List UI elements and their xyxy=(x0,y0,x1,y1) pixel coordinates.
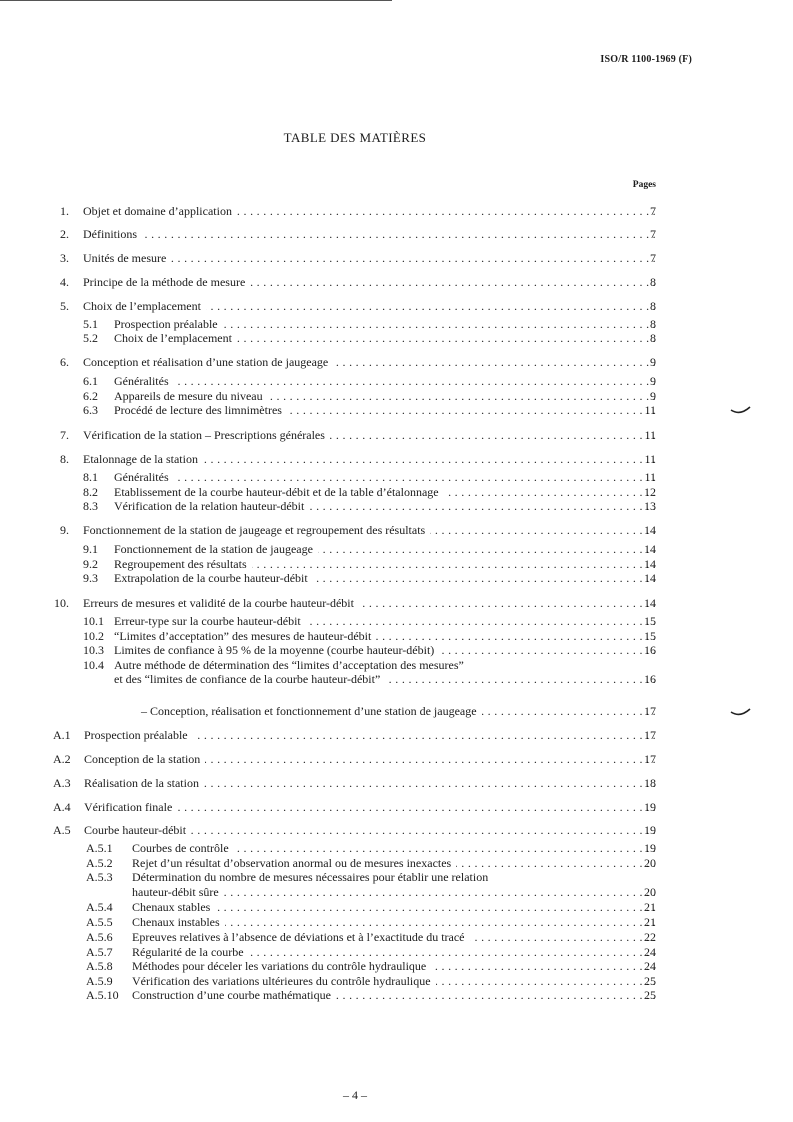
toc-entry xyxy=(0,499,793,513)
toc-entry-page: 17 xyxy=(644,728,656,742)
toc-entry-page: 9 xyxy=(650,355,656,369)
toc-entry-title: Procédé de lecture des limnimètres xyxy=(114,403,287,417)
toc-entry-title: Choix de l’emplacement xyxy=(114,331,237,345)
toc-entry xyxy=(0,389,793,403)
toc-entry xyxy=(0,823,793,837)
toc-entry-number: A.1 xyxy=(53,728,71,742)
toc-entry xyxy=(0,355,793,369)
toc-entry xyxy=(0,643,793,657)
toc-entry-page: 13 xyxy=(644,499,656,513)
toc-entry-page: 20 xyxy=(644,885,656,899)
toc-entry xyxy=(0,299,793,313)
toc-entry-title: Vérification de la relation hauteur-débit xyxy=(114,499,309,513)
toc-entry xyxy=(0,428,793,442)
toc-entry-page: 11 xyxy=(644,452,656,466)
toc-entry-page: 14 xyxy=(644,523,656,537)
toc-entry-title: Chenaux stables xyxy=(132,900,215,914)
toc-entry xyxy=(0,251,793,265)
toc-entry-title: Etablissement de la courbe hauteur-débit et de la table d’étalonnage xyxy=(114,485,444,499)
toc-entry-number: A.5.3 xyxy=(86,870,113,884)
toc-entry-number: 8.2 xyxy=(83,485,98,499)
toc-entry-number: A.5.2 xyxy=(86,856,113,870)
toc-entry-number: 5.1 xyxy=(83,317,98,331)
toc-entry-title: Fonctionnement de la station de jaugeage et regroupement des résultats xyxy=(83,523,430,537)
toc-entry xyxy=(0,275,793,289)
toc-entry-number: 9.3 xyxy=(83,571,98,585)
toc-entry-page: 9 xyxy=(650,374,656,388)
toc-entry xyxy=(0,800,793,814)
toc-entry-title: Vérification de la station – Prescriptions générales xyxy=(83,428,330,442)
toc-entry-number: A.3 xyxy=(53,776,71,790)
toc-entry-page: 12 xyxy=(644,485,656,499)
toc-entry-title: Vérification finale xyxy=(84,800,177,814)
toc-entry-title: hauteur-débit sûre xyxy=(132,885,224,899)
toc-entry-title: Méthodes pour déceler les variations du contrôle hydraulique xyxy=(132,959,431,973)
toc-entry-page: 14 xyxy=(644,596,656,610)
toc-entry-number: 10. xyxy=(54,596,69,610)
toc-entry xyxy=(0,596,793,610)
toc-entry xyxy=(0,900,793,914)
toc-entry-number: 9.2 xyxy=(83,557,98,571)
toc-entry-page: 15 xyxy=(644,614,656,628)
toc-entry-number: A.5.1 xyxy=(86,841,113,855)
toc-entry-number: 8. xyxy=(60,452,69,466)
toc-entry-page: 24 xyxy=(644,945,656,959)
toc-entry-number: 9.1 xyxy=(83,542,98,556)
toc-entry xyxy=(0,557,793,571)
toc-entry xyxy=(0,227,793,241)
toc-entry-title: Prospection préalable xyxy=(84,728,193,742)
toc-entry-number: 4. xyxy=(60,275,69,289)
toc-entry-title: Extrapolation de la courbe hauteur-débit xyxy=(114,571,313,585)
toc-entry-title: Principe de la méthode de mesure xyxy=(83,275,250,289)
toc-entry-number: 6.3 xyxy=(83,403,98,417)
toc-entry-number: A.5.7 xyxy=(86,945,113,959)
toc-entry xyxy=(0,542,793,556)
toc-entry-page: 25 xyxy=(644,974,656,988)
toc-entry-page: 19 xyxy=(644,800,656,814)
toc-entry-number: A.5.5 xyxy=(86,915,113,929)
toc-entry-number: 8.1 xyxy=(83,470,98,484)
toc-entry-title: Fonctionnement de la station de jaugeage xyxy=(114,542,318,556)
toc-entry xyxy=(0,776,793,790)
toc-entry xyxy=(0,988,793,1002)
toc-entry-number: 3. xyxy=(60,251,69,265)
toc-entry-page: 17 xyxy=(644,752,656,766)
toc-entry-number: 10.2 xyxy=(83,629,104,643)
toc-entry-page: 8 xyxy=(650,275,656,289)
toc-entry xyxy=(0,374,793,388)
toc-entry-number: 7. xyxy=(60,428,69,442)
toc-entry-page: 14 xyxy=(644,542,656,556)
toc-entry-page: 14 xyxy=(644,571,656,585)
toc-entry-page: 19 xyxy=(644,823,656,837)
toc-entry-page: 7 xyxy=(650,204,656,218)
toc-entry-title: Chenaux instables xyxy=(132,915,225,929)
toc-entry xyxy=(0,974,793,988)
toc-entry xyxy=(0,752,793,766)
toc-entry-page: 16 xyxy=(644,672,656,686)
toc-entry-page: 20 xyxy=(644,856,656,870)
toc-entry-title: Regroupement des résultats xyxy=(114,557,252,571)
toc-entry xyxy=(0,870,793,884)
pages-column-header: Pages xyxy=(632,180,656,190)
toc-entry-number: A.5.10 xyxy=(86,988,119,1002)
toc-entry xyxy=(0,629,793,643)
margin-tick-mark xyxy=(730,706,752,718)
toc-entry-title: Objet et domaine d’application xyxy=(83,204,237,218)
toc-entry-title: – Conception, réalisation et fonctionnement d’une station de jaugeage xyxy=(53,704,482,718)
toc-entry-page: 19 xyxy=(644,841,656,855)
toc-entry-title: Vérification des variations ultérieures du contrôle hydraulique xyxy=(132,974,436,988)
toc-entry xyxy=(0,331,793,345)
toc-entry-title: “Limites d’acceptation” des mesures de hauteur-débit xyxy=(114,629,376,643)
toc-entry xyxy=(0,930,793,944)
toc-entry xyxy=(0,658,793,672)
toc-entry-title: Rejet d’un résultat d’observation anormal ou de mesures inexactes xyxy=(132,856,456,870)
toc-entry xyxy=(0,204,793,218)
toc-entry-number: A.5.4 xyxy=(86,900,113,914)
toc-entry-page: 8 xyxy=(650,299,656,313)
toc-entry-title: Détermination du nombre de mesures nécessaires pour établir une relation xyxy=(132,870,493,884)
toc-entry xyxy=(0,672,793,686)
toc-entry-number: 6. xyxy=(60,355,69,369)
toc-entry-page: 25 xyxy=(644,988,656,1002)
toc-entry-page: 18 xyxy=(644,776,656,790)
toc-entry-page: 15 xyxy=(644,629,656,643)
page-number: – 4 – xyxy=(343,1088,367,1102)
toc-entry-page: 11 xyxy=(644,470,656,484)
toc-entry xyxy=(0,452,793,466)
toc-entry-number: 10.1 xyxy=(83,614,104,628)
toc-entry xyxy=(0,485,793,499)
toc-entry-number: 5.2 xyxy=(83,331,98,345)
toc-entry-number: A.2 xyxy=(53,752,71,766)
toc-entry xyxy=(0,317,793,331)
toc-entry-title: Réalisation de la station xyxy=(84,776,204,790)
toc-entry-number: 10.4 xyxy=(83,658,104,672)
toc-entry-title: Autre méthode de détermination des “limites d’acceptation des mesures” xyxy=(114,658,469,672)
toc-entry-title: Epreuves relatives à l’absence de déviations et à l’exactitude du tracé xyxy=(132,930,470,944)
toc-entry-title: Généralités xyxy=(114,374,174,388)
toc-entry-title: Construction d’une courbe mathématique xyxy=(132,988,336,1002)
toc-entry xyxy=(0,704,793,718)
toc-entry xyxy=(0,403,793,417)
toc-entry-page: 21 xyxy=(644,900,656,914)
toc-entry-title: Unités de mesure xyxy=(83,251,171,265)
toc-entry-page: 8 xyxy=(650,317,656,331)
toc-entry xyxy=(0,728,793,742)
toc-entry-title: Conception de la station xyxy=(84,752,205,766)
toc-entry-page: 11 xyxy=(644,403,656,417)
toc-entry-number: 9. xyxy=(60,523,69,537)
toc-entry xyxy=(0,856,793,870)
toc-entry-page: 16 xyxy=(644,643,656,657)
toc-entry-number: A.5.6 xyxy=(86,930,113,944)
toc-entry xyxy=(0,614,793,628)
toc-entry xyxy=(0,885,793,899)
toc-entry-page: 14 xyxy=(644,557,656,571)
document-reference: ISO/R 1100-1969 (F) xyxy=(600,54,692,65)
page-title: TABLE DES MATIÈRES xyxy=(283,130,427,145)
toc-entry-title: Définitions xyxy=(83,227,142,241)
toc-entry-number: 10.3 xyxy=(83,643,104,657)
toc-entry-page: 24 xyxy=(644,959,656,973)
toc-entry-number: A.5.9 xyxy=(86,974,113,988)
toc-entry-title: Erreurs de mesures et validité de la courbe hauteur-débit xyxy=(83,596,359,610)
toc-entry-title: Courbes de contrôle xyxy=(132,841,234,855)
toc-entry-title: Courbe hauteur-débit xyxy=(84,823,191,837)
toc-entry-number: 6.2 xyxy=(83,389,98,403)
toc-entry-title: Appareils de mesure du niveau xyxy=(114,389,268,403)
toc-entry-number: 8.3 xyxy=(83,499,98,513)
toc-entry-title: et des “limites de confiance de la courbe hauteur-débit” xyxy=(114,672,385,686)
toc-entry-page: 22 xyxy=(644,930,656,944)
toc-entry-title: Prospection préalable xyxy=(114,317,223,331)
margin-tick-mark xyxy=(730,404,752,416)
toc-entry-number: A.4 xyxy=(53,800,71,814)
toc-entry-title: Erreur-type sur la courbe hauteur-débit xyxy=(114,614,306,628)
toc-entry-page: 8 xyxy=(650,331,656,345)
toc-entry xyxy=(0,945,793,959)
toc-entry-page: 21 xyxy=(644,915,656,929)
toc-entry xyxy=(0,915,793,929)
toc-entry xyxy=(0,470,793,484)
toc-entry-number: 6.1 xyxy=(83,374,98,388)
toc-entry xyxy=(0,959,793,973)
toc-entry-number: A.5 xyxy=(53,823,71,837)
toc-entry-title: Généralités xyxy=(114,470,174,484)
toc-entry-page: 9 xyxy=(650,389,656,403)
toc-entry-number: 2. xyxy=(60,227,69,241)
toc-entry-title: Limites de confiance à 95 % de la moyenne (courbe hauteur-débit) xyxy=(114,643,439,657)
toc-entry-title: Conception et réalisation d’une station de jaugeage xyxy=(83,355,333,369)
toc-entry-number: 1. xyxy=(60,204,69,218)
toc-entry xyxy=(0,523,793,537)
toc-entry-title: Régularité de la courbe xyxy=(132,945,249,959)
toc-entry-page: 7 xyxy=(650,227,656,241)
top-rule xyxy=(0,0,392,1)
toc-entry-number: 5. xyxy=(60,299,69,313)
toc-entry-title: Choix de l’emplacement xyxy=(83,299,206,313)
toc-entry-title: Etalonnage de la station xyxy=(83,452,203,466)
toc-entry-page: 11 xyxy=(644,428,656,442)
toc-entry-page: 7 xyxy=(650,251,656,265)
toc-entry xyxy=(0,571,793,585)
toc-entry-number: A.5.8 xyxy=(86,959,113,973)
toc-entry xyxy=(0,841,793,855)
toc-entry-page: 17 xyxy=(644,704,656,718)
